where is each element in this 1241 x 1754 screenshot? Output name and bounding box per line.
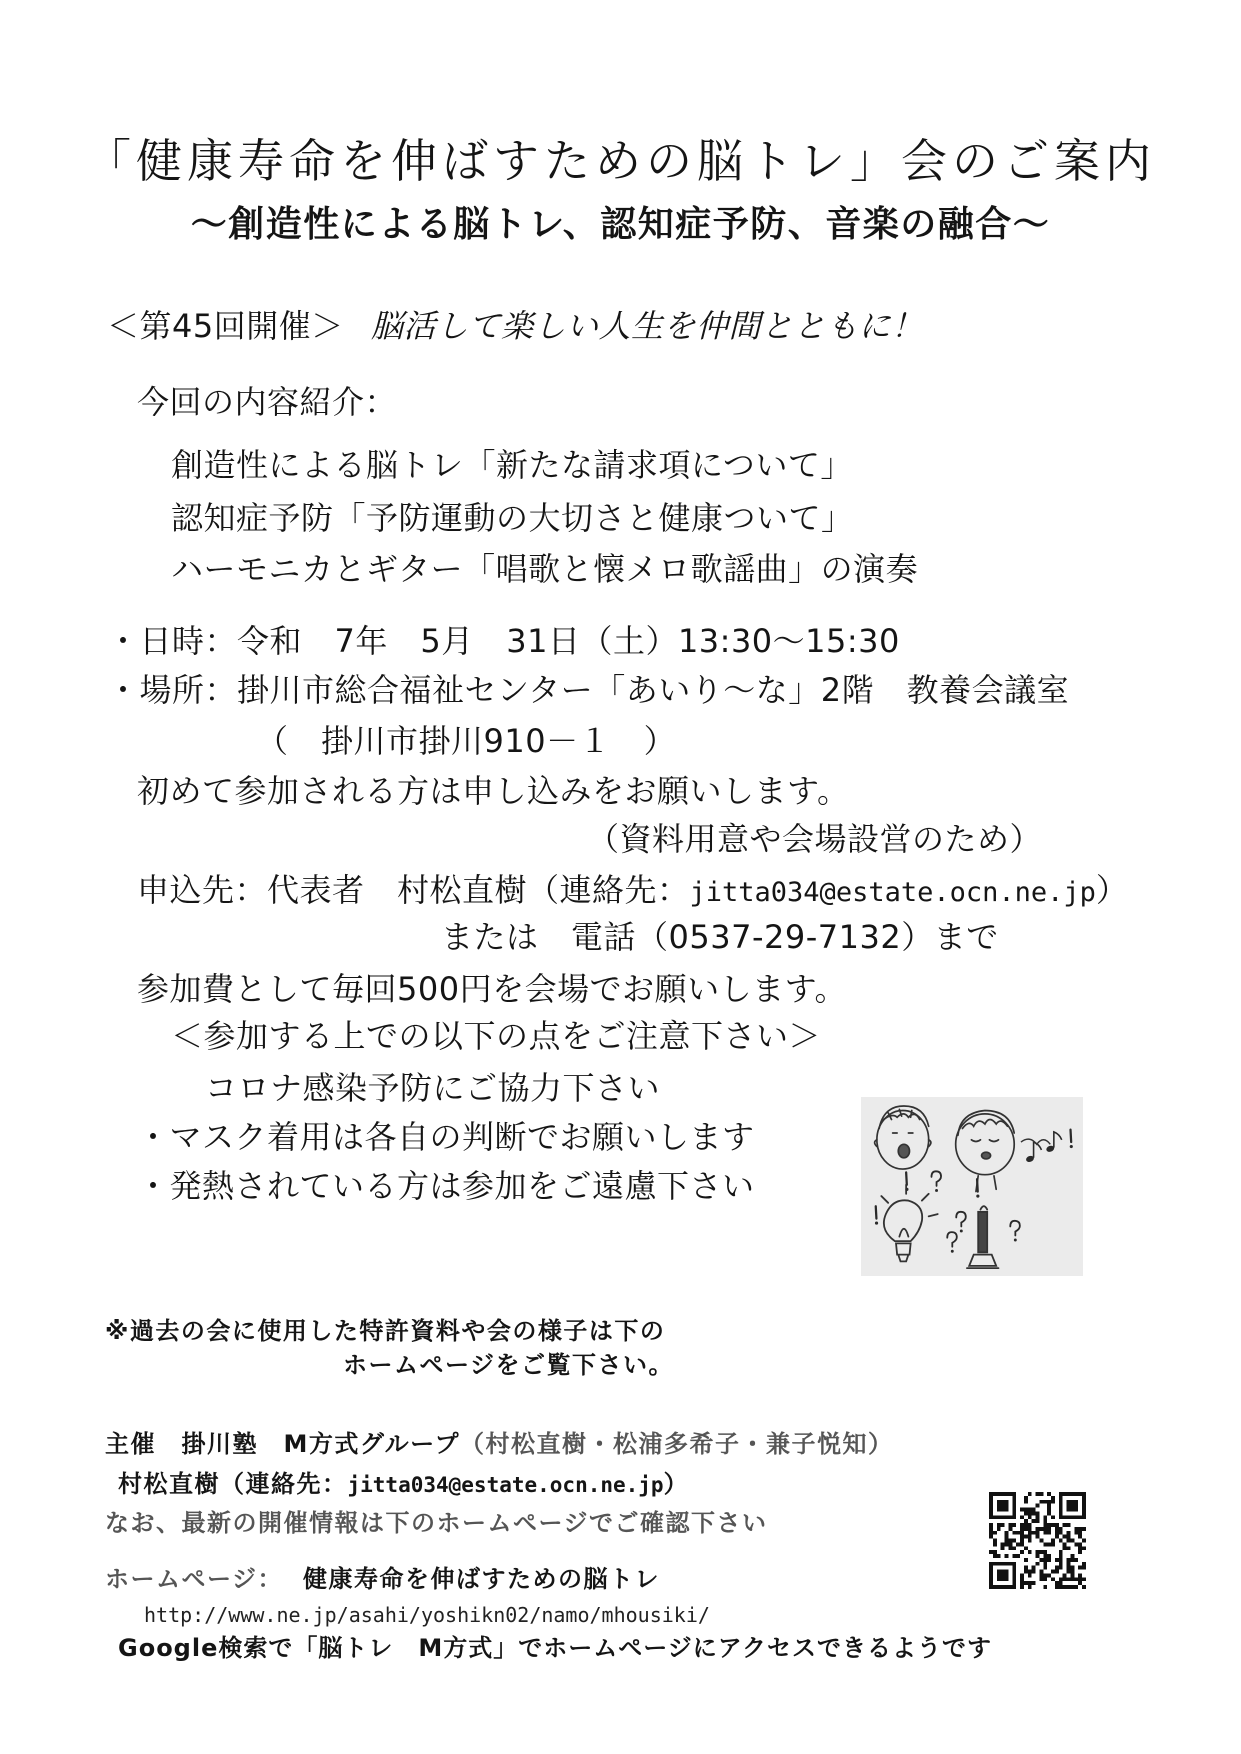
homepage-url: http://www.ne.jp/asahi/yoshikn02/namo/mhousiki/ [144, 1603, 710, 1627]
event-datetime: ・日時：令和 7年 5月 31日（土）13:30〜15:30 [107, 622, 900, 660]
notes-intro: コロナ感染予防にご協力下さい [205, 1069, 661, 1107]
lightbulb-icon [881, 1185, 937, 1262]
qr-code-svg [989, 1492, 1086, 1589]
homepage-label: ホームページ： [105, 1565, 284, 1593]
notes-heading: ＜参加する上での以下の点をご注意下さい＞ [171, 1017, 822, 1055]
contents-heading: 今回の内容紹介： [137, 383, 398, 421]
page-subtitle: 〜創造性による脳トレ、認知症予防、音楽の融合〜 [190, 204, 1051, 245]
contents-item: 創造性による脳トレ「新たな請求項について」 [171, 446, 853, 484]
qr-modules [989, 1492, 1086, 1589]
first-time-note: 初めて参加される方は申し込みをお願いします。 [137, 772, 850, 810]
question-mark-icon [931, 1171, 941, 1192]
question-mark-icon [1010, 1221, 1020, 1242]
contact-line [118, 1470, 689, 1499]
sketch-illustration-icon [861, 1097, 1083, 1276]
organizer-label: 主催 掛川塾 M方式グループ [105, 1430, 460, 1458]
organizer-members: （村松直樹・松浦多希子・兼子悦知） [459, 1430, 894, 1458]
question-mark-icon [956, 1212, 966, 1233]
session-tagline: 脳活して楽しい人生を仲間とともに！ [371, 307, 924, 345]
music-notes-icon [1021, 1130, 1073, 1163]
first-time-reason: （資料用意や会場設営のため） [587, 820, 1043, 858]
application-suffix: ） [1095, 871, 1129, 909]
participation-fee: 参加費として毎回500円を会場でお願いします。 [137, 970, 848, 1008]
latest-info-note: なお、最新の開催情報は下のホームページでご確認下さい [105, 1509, 768, 1537]
application-email: jitta034@estate.ocn.ne.jp [689, 877, 1096, 908]
application-prefix: 申込先：代表者 村松直樹（連絡先： [137, 871, 690, 909]
exclamation-mark-icon [875, 1206, 878, 1224]
application-line [137, 871, 1128, 909]
application-phone: または 電話（0537-29-7132）まで [441, 918, 999, 956]
contact-prefix: 村松直樹（連絡先： [118, 1470, 348, 1498]
question-mark-icon [947, 1232, 957, 1253]
session-label: ＜第45回開催＞ [107, 307, 344, 345]
standing-figure-icon [967, 1206, 999, 1268]
exclamation-mark-icon [976, 1179, 979, 1197]
left-person-head-icon [875, 1106, 931, 1169]
contents-item: ハーモニカとギター「唱歌と懐メロ歌謡曲」の演奏 [171, 550, 919, 588]
right-person-head-icon [956, 1111, 1015, 1192]
search-hint: Google検索で「脳トレ M方式」でホームページにアクセスできるようです [118, 1634, 993, 1662]
homepage-title: 健康寿命を伸ばすための脳トレ [303, 1565, 660, 1593]
archive-note-continued: ホームページをご覧下さい。 [343, 1351, 675, 1379]
qr-code-icon [989, 1492, 1086, 1589]
sketch-svg [861, 1097, 1083, 1276]
notes-item: ・発熱されている方は参加をご遠慮下さい [137, 1167, 755, 1205]
page-title: 「健康寿命を伸ばすための脳トレ」会のご案内 [85, 134, 1156, 188]
notes-item: ・マスク着用は各自の判断でお願いします [137, 1118, 755, 1156]
event-place: ・場所：掛川市総合福祉センター「あいり〜な」2階 教養会議室 [107, 671, 1070, 709]
organizer-line [105, 1430, 893, 1459]
contact-email: jitta034@estate.ocn.ne.jp [347, 1473, 664, 1497]
contact-suffix: ） [663, 1470, 690, 1498]
event-address: （ 掛川市掛川910－１ ） [256, 722, 677, 760]
archive-note: ※過去の会に使用した特許資料や会の様子は下の [105, 1317, 666, 1345]
contents-item: 認知症予防「予防運動の大切さと健康ついて」 [171, 499, 854, 537]
